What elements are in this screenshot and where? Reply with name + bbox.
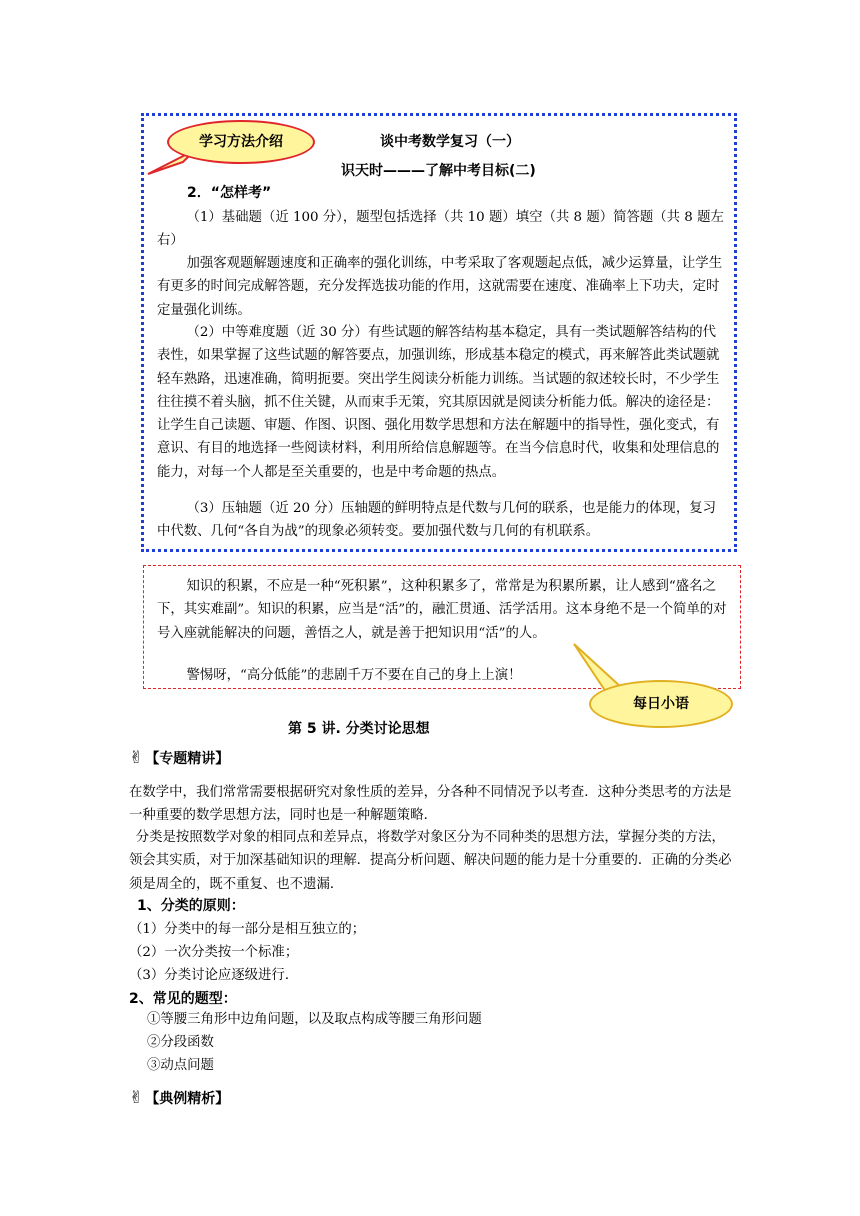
intro-paragraph-1: 在数学中，我们常常需要根据研究对象性质的差异，分各种不同情况予以考查．这种分类思考的方法是一种重要的数学思想方法，同时也是一种解题策略． — [129, 785, 732, 824]
principle-item: （1）分类中的每一部分是相互独立的； — [129, 922, 366, 937]
daily-paragraph: 知识的积累，不应是一种“死积累”，这种积累多了，常常是为积累所累，让人感到“盛名之下，其实难副”。知识的积累，应当是“活”的，融汇贯通、活学活用。这本身绝不是一个简单的对号入座就能解决的问题，善悟之人，就是善于把知识用“活”的人。 — [157, 579, 727, 641]
types-heading: 2、常见的题型： — [129, 991, 237, 1007]
principle-item: （2）一次分类按一个标准； — [129, 945, 299, 960]
topic-heading-text: 【专题精讲】 — [145, 751, 230, 767]
type-item: ①等腰三角形中边角问题，以及取点构成等腰三角形问题 — [147, 1012, 482, 1027]
paragraph-basic: （1）基础题（近 100 分），题型包括选择（共 10 题）填空（共 8 题）简答题（共 8 题左右） — [157, 210, 724, 249]
principle-item: （3）分类讨论应逐级进行． — [129, 968, 299, 983]
topic-heading — [129, 748, 229, 768]
paragraph-objective: 加强客观题解题速度和正确率的强化训练，中考采取了客观题起点低，减少运算量，让学生有更多的时间完成解答题，充分发挥选拔功能的作用，这就需要在速度、准确率上下功夫，定时定量强化训练。 — [157, 256, 723, 318]
victory-hand-icon: ✌ — [129, 1088, 144, 1108]
paragraph-medium: （2）中等难度题（近 30 分）有些试题的解答结构基本稳定，具有一类试题解答结构的代表性，如果掌握了这些试题的解答要点，加强训练，形成基本稳定的模式，再来解答此类试题就轻车熟路，迅速准确，简明扼要。突出学生阅读分析能力训练。当试题的叙述较长时，不少学生往往摸不着头脑，抓不住关键，从而束手无策，究其原因就是阅读分析能力低。解决的途径是：让学生自己读题、审题、作图、识图、强化用数学思想和方法在解题中的指导性，强化变式，有意识、有目的地选择一些阅读材料，利用所给信息解题等。在当今信息时代，收集和处理信息的能力，对每一个人都是至关重要的，也是中考命题的热点。 — [157, 325, 720, 480]
example-heading-text: 【典例精析】 — [145, 1091, 230, 1107]
victory-hand-icon: ✌ — [129, 748, 144, 768]
article-title: 谈中考数学复习（一） — [380, 134, 520, 150]
principles-heading: 1、分类的原则： — [137, 898, 245, 914]
method-bubble: 学习方法介绍 — [167, 120, 315, 164]
daily-bubble: 每日小语 — [589, 680, 733, 728]
section-heading: 2．“怎样考” — [187, 185, 272, 201]
example-heading — [129, 1088, 229, 1108]
intro-paragraph-2: 分类是按照数学对象的相同点和差异点，将数学对象区分为不同种类的思想方法，掌握分类的方法，领会其实质，对于加深基础知识的理解．提高分析问题、解决问题的能力是十分重要的．正确的分类必须是周全的，既不重复、也不遗漏． — [129, 830, 732, 892]
type-item: ②分段函数 — [147, 1035, 214, 1050]
article-subtitle: 识天时———了解中考目标(二) — [341, 163, 536, 179]
type-item: ③动点问题 — [147, 1058, 214, 1073]
daily-warning: 警惕呀，“高分低能”的悲剧千万不要在自己的身上上演！ — [186, 668, 522, 683]
paragraph-final: （3）压轴题（近 20 分）压轴题的鲜明特点是代数与几何的联系，也是能力的体现，复习中代数、几何“各自为战”的现象必须转变。要加强代数与几何的有机联系。 — [157, 501, 716, 540]
lesson-title: 第 5 讲. 分类讨论思想 — [288, 721, 430, 737]
